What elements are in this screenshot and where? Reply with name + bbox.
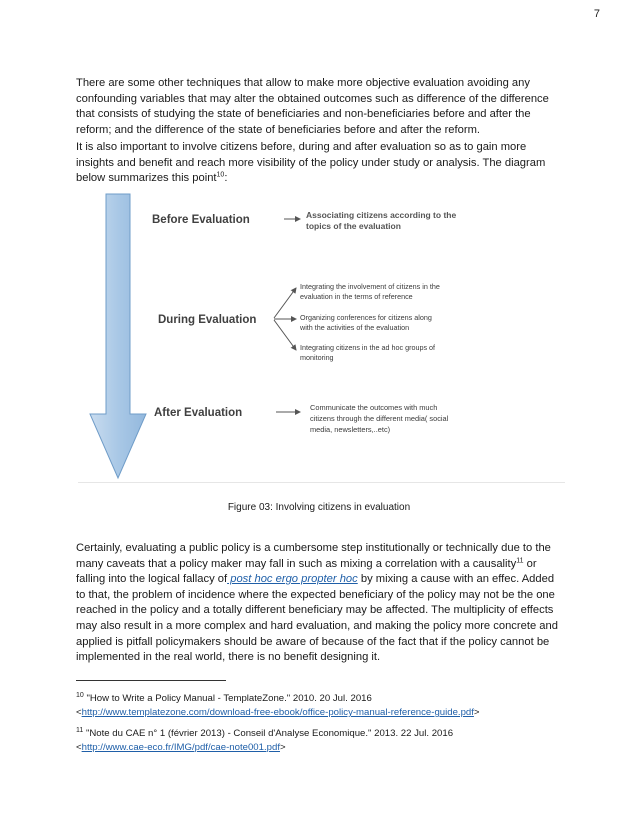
stage-before: Before Evaluation bbox=[152, 214, 250, 226]
paragraph-text: by mixing a cause with an effec. Added to that, the problem of incidence where the expected beneficiary of the policy may not be the one reached in the policy and a totally different beneficiary may be affected. The multiplicity of effects may also result in a more complex and hard evaluation, and making the policy more concrete and applied is pitfall policymakers should be aware of because of the fact that if the policy cannot be implemented in the real world, there is no benefit designing it. bbox=[76, 573, 558, 664]
footnote-ref-10[interactable]: 10 bbox=[216, 171, 225, 179]
during-item-1-line-2: evaluation in the terms of reference bbox=[300, 292, 413, 301]
before-item-line-2: topics of the evaluation bbox=[306, 221, 401, 231]
footnote-number: 11 bbox=[76, 726, 84, 734]
paragraph-caveats bbox=[76, 541, 566, 666]
down-arrow bbox=[90, 194, 146, 478]
after-item-line-2: citizens through the different media( social bbox=[310, 414, 449, 423]
footnote-text: "How to Write a Policy Manual - TemplateZone." 2010. 20 Jul. 2016 bbox=[83, 693, 372, 704]
page-number: 7 bbox=[593, 8, 600, 20]
stage-after: After Evaluation bbox=[154, 407, 243, 419]
bracket-close: > bbox=[473, 707, 480, 718]
bracket-open: < bbox=[76, 707, 82, 718]
figure-caption: Figure 03: Involving citizens in evaluation bbox=[227, 502, 411, 513]
footnote-url[interactable]: http://www.cae-eco.fr/IMG/pdf/cae-note001.pdf bbox=[81, 742, 280, 753]
paragraph-text: It is also important to involve citizens before, during and after evaluation so as to gain more insights and benefit and reach more visibility of the policy under study or analysis. The diagram below summarizes this point bbox=[76, 141, 546, 185]
paragraph-involve-citizens bbox=[76, 140, 566, 187]
arrow-during-3 bbox=[274, 320, 296, 350]
footnote-text: "Note du CAE n° 1 (février 2013) - Conseil d'Analyse Economique." 2013. 22 Jul. 2016 bbox=[83, 728, 454, 739]
diagram-svg bbox=[78, 192, 565, 482]
during-item-2-line-1: Organizing conferences for citizens along bbox=[300, 313, 432, 322]
footnote-number: 10 bbox=[76, 691, 84, 699]
after-item-line-1: Communicate the outcomes with much bbox=[310, 403, 438, 412]
before-item-line-1: Associating citizens according to the bbox=[306, 210, 457, 220]
footnote-11 bbox=[76, 727, 576, 755]
paragraph-text: or falling into the logical fallacy of bbox=[76, 557, 537, 586]
footnote-10 bbox=[76, 692, 576, 720]
during-item-3-line-2: monitoring bbox=[300, 353, 334, 362]
stage-during: During Evaluation bbox=[158, 314, 257, 326]
arrow-during-1 bbox=[274, 288, 296, 318]
after-item-line-3: media, newsletters,..etc) bbox=[310, 425, 391, 434]
paragraph-end: : bbox=[224, 172, 228, 185]
bracket-close: > bbox=[279, 742, 286, 753]
bracket-open: < bbox=[76, 742, 82, 753]
during-item-1-line-1: Integrating the involvement of citizens in the bbox=[300, 282, 440, 291]
footnote-separator bbox=[76, 680, 226, 681]
evaluation-diagram bbox=[78, 192, 565, 483]
footnote-ref-11[interactable]: 11 bbox=[516, 556, 524, 564]
paragraph-techniques: There are some other techniques that allow to make more objective evaluation avoiding any confounding variables that may alter the obtained outcomes such as difference of the difference that consists of studying the state of beneficiaries and non-beneficiaries before and after the reform; and the difference of the state of beneficiaries before and after the reform. bbox=[76, 77, 549, 136]
footnote-url[interactable]: http://www.templatezone.com/download-free-ebook/office-policy-manual-reference-guide.pdf bbox=[81, 707, 474, 718]
post-hoc-link[interactable]: post hoc ergo propter hoc bbox=[227, 573, 358, 586]
during-item-3-line-1: Integrating citizens in the ad hoc groups of bbox=[300, 343, 436, 352]
paragraph-text: Certainly, evaluating a public policy is a cumbersome step institutionally or technically due to the many caveats that a policy maker may fall in such as mixing a correlation with a causality bbox=[76, 542, 551, 570]
during-item-2-line-2: with the activities of the evaluation bbox=[300, 323, 410, 332]
